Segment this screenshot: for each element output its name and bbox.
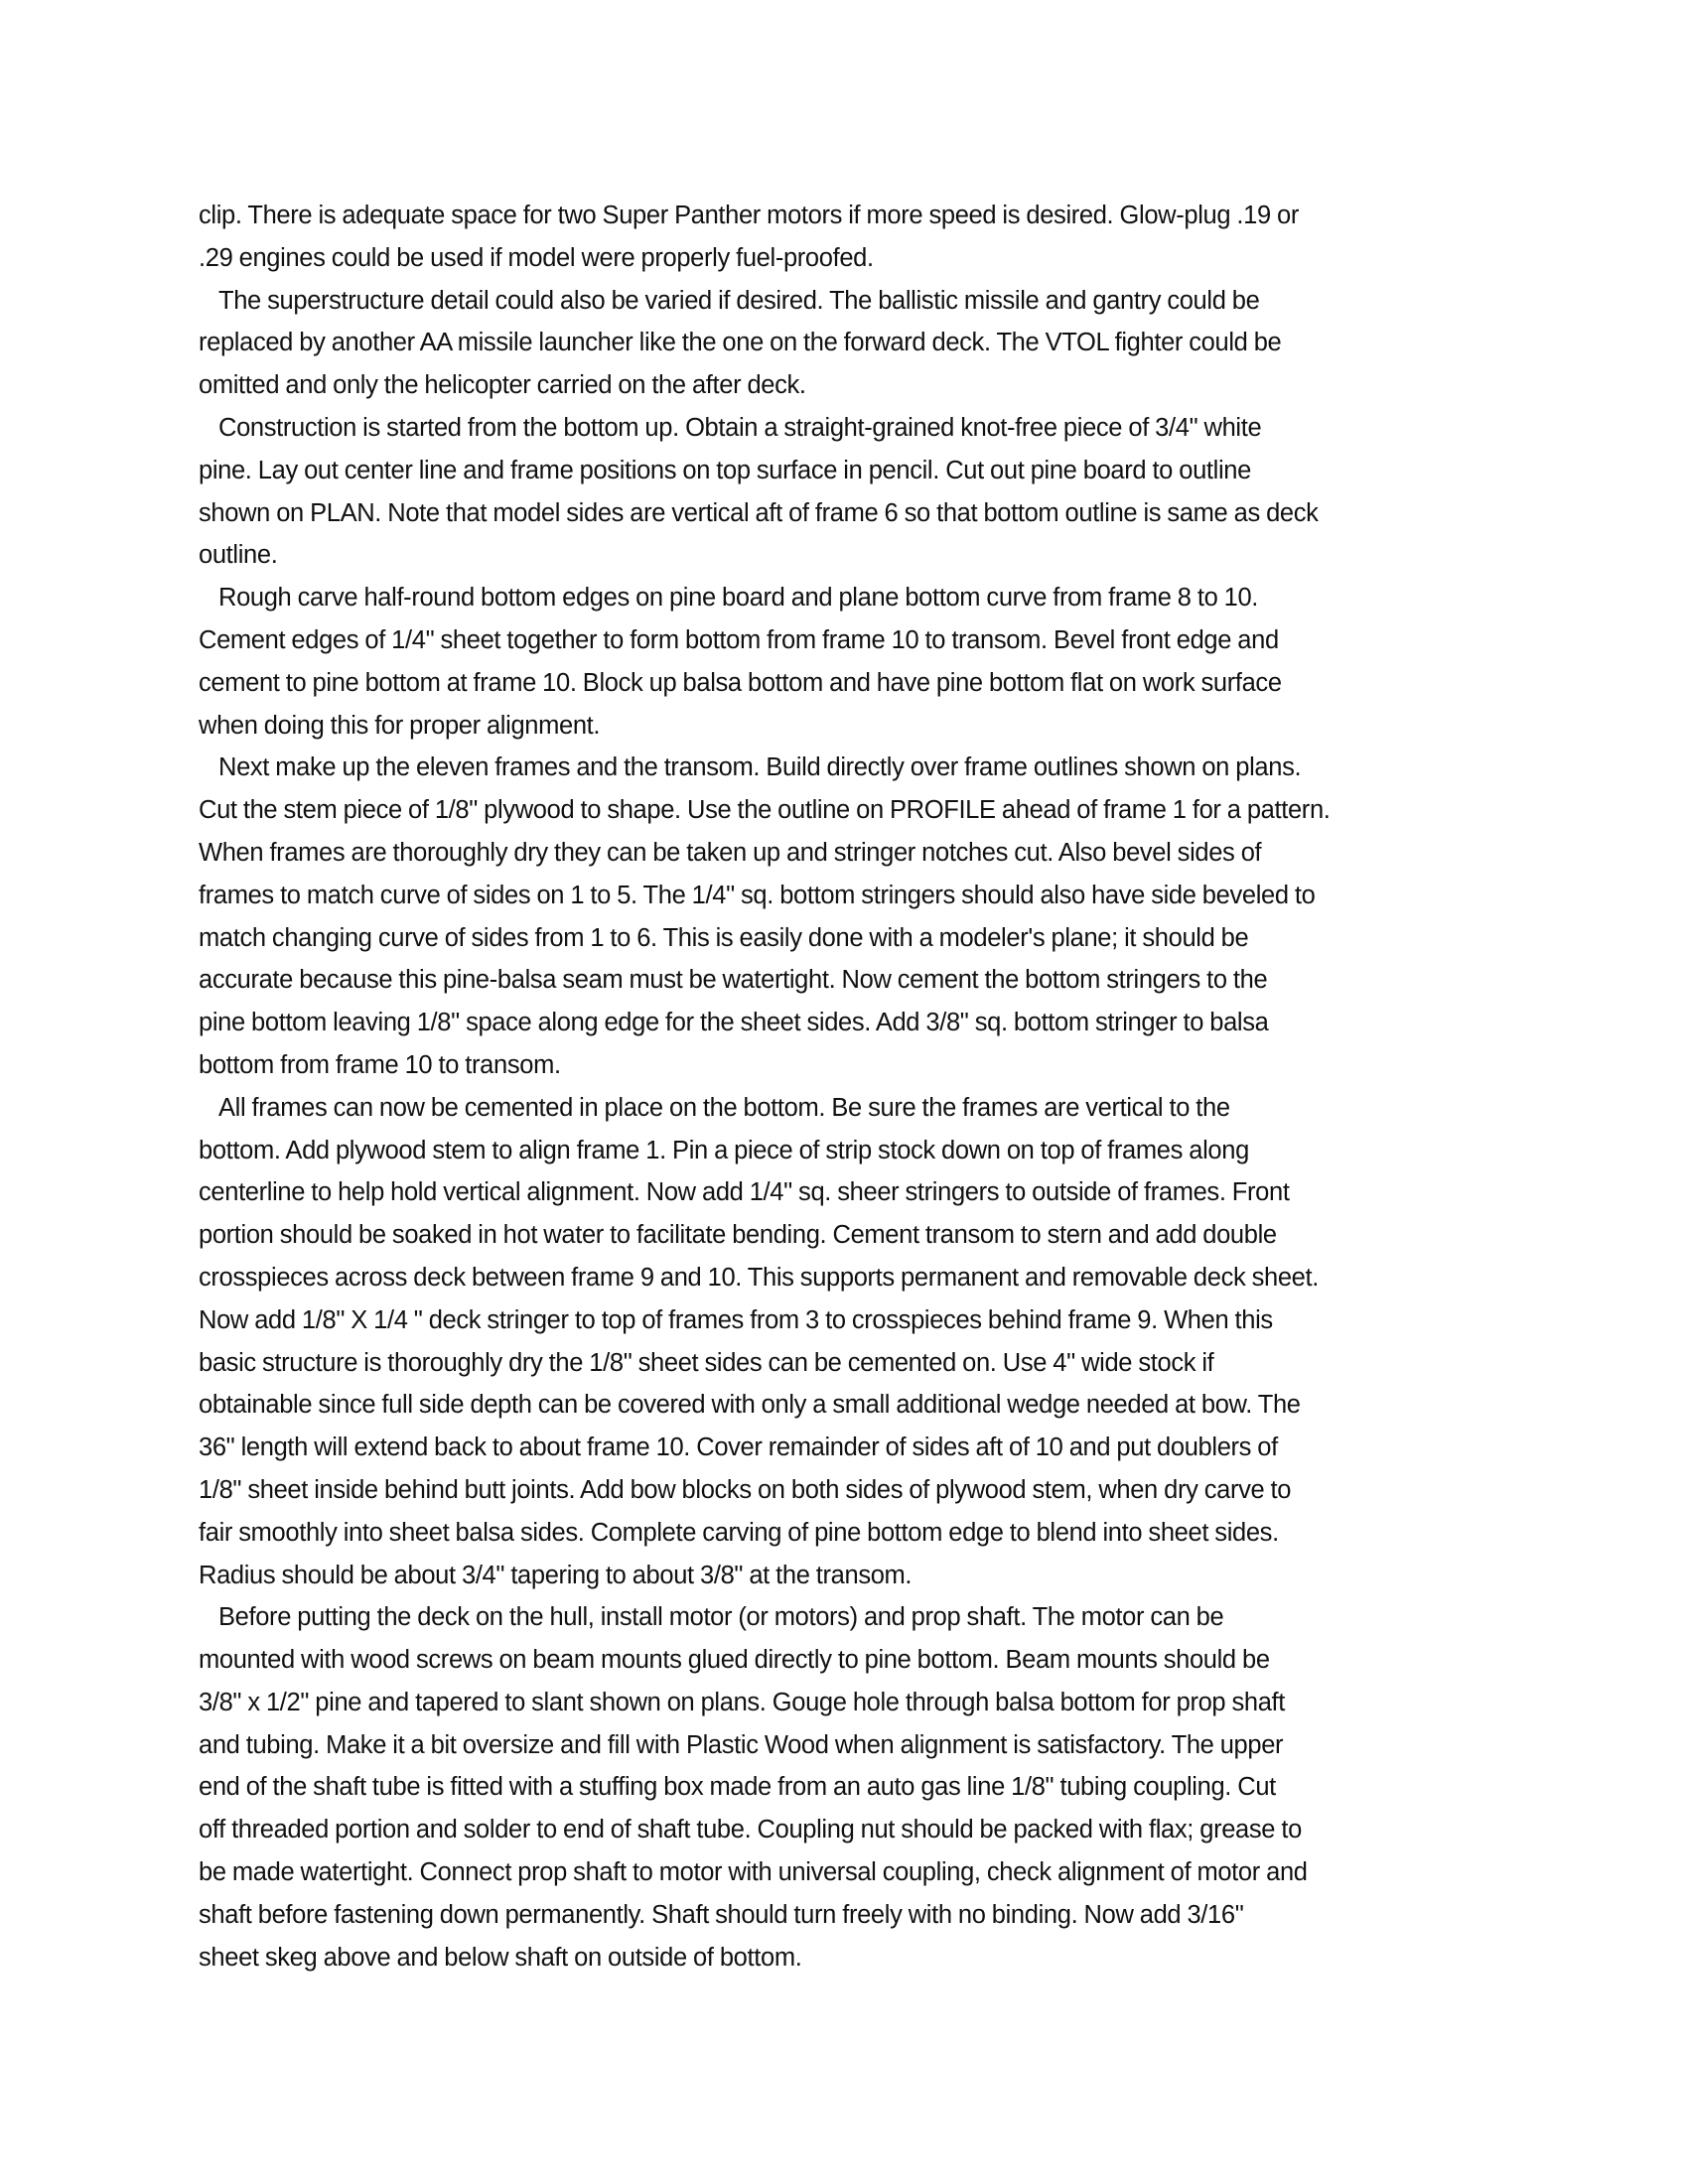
text-line: centerline to help hold vertical alignment. Now add 1/4" sq. sheer stringers to outside of frames. Front (199, 1178, 1290, 1207)
text-line: Rough carve half-round bottom edges on pine board and plane bottom curve from frame 8 to 10. (218, 584, 1259, 613)
text-line: accurate because this pine-balsa seam must be watertight. Now cement the bottom stringers to the (199, 966, 1268, 995)
text-line: end of the shaft tube is fitted with a stuffing box made from an auto gas line 1/8" tubing coupling. Cut (199, 1773, 1276, 1802)
text-line: when doing this for proper alignment. (199, 711, 601, 740)
paragraph-construction-start (199, 407, 1499, 577)
text-line: The superstructure detail could also be varied if desired. The ballistic missile and gantry could be (218, 286, 1260, 315)
text-line: obtainable since full side depth can be covered with only a small additional wedge needed at bow. The (199, 1391, 1301, 1420)
paragraph-frames (199, 747, 1499, 1086)
text-line: clip. There is adequate space for two Super Panther motors if more speed is desired. Glow-plug .19 or (199, 202, 1300, 229)
text-line: Radius should be about 3/4" tapering to about 3/8" at the transom. (199, 1561, 913, 1589)
text-line: off threaded portion and solder to end of shaft tube. Coupling nut should be packed with flax; grease to (199, 1816, 1302, 1844)
text-line: omitted and only the helicopter carried on the after deck. (199, 371, 806, 400)
paragraph-cementing-frames (199, 1087, 1499, 1597)
text-line: replaced by another AA missile launcher like the one on the forward deck. The VTOL fighter could be (199, 329, 1282, 357)
text-line: pine bottom leaving 1/8" space along edge for the sheet sides. Add 3/8" sq. bottom stringer to balsa (199, 1009, 1269, 1037)
text-line: Construction is started from the bottom up. Obtain a straight-grained knot-free piece of 3/4" white (218, 413, 1262, 442)
text-line: cement to pine bottom at frame 10. Block up balsa bottom and have pine bottom flat on work surface (199, 668, 1282, 697)
paragraph-superstructure (199, 280, 1499, 407)
text-line: Before putting the deck on the hull, install motor (or motors) and prop shaft. The motor can be (218, 1603, 1224, 1632)
text-line: crosspieces across deck between frame 9 and 10. This supports permanent and removable deck sheet. (199, 1263, 1319, 1292)
text-line: Next make up the eleven frames and the transom. Build directly over frame outlines shown on plans. (218, 753, 1302, 782)
text-line: 36" length will extend back to about frame 10. Cover remainder of sides aft of 10 and put doublers of (199, 1433, 1278, 1462)
text-line: pine. Lay out center line and frame positions on top surface in pencil. Cut out pine board to outline (199, 456, 1251, 484)
text-line: All frames can now be cemented in place on the bottom. Be sure the frames are vertical to the (218, 1093, 1230, 1122)
text-line: shaft before fastening down permanently. Shaft should turn freely with no binding. Now add 3/16" (199, 1900, 1244, 1929)
text-line: bottom from frame 10 to transom. (199, 1050, 561, 1079)
text-line: portion should be soaked in hot water to facilitate bending. Cement transom to stern and add double (199, 1221, 1277, 1250)
paragraph-rough-carve (199, 577, 1499, 747)
text-line: shown on PLAN. Note that model sides are vertical aft of frame 6 so that bottom outline is same as deck (199, 498, 1319, 527)
document-page (199, 195, 1499, 1979)
text-line: match changing curve of sides from 1 to 6. This is easily done with a modeler's plane; it should be (199, 923, 1249, 952)
text-line: .29 engines could be used if model were properly fuel-proofed. (199, 243, 874, 272)
text-line: 3/8" x 1/2" pine and tapered to slant shown on plans. Gouge hole through balsa bottom for prop shaft (199, 1688, 1286, 1716)
text-line: basic structure is thoroughly dry the 1/8" sheet sides can be cemented on. Use 4" wide stock if (199, 1348, 1214, 1377)
text-line: outline. (199, 541, 278, 570)
paragraph-motor-install (199, 1596, 1499, 1979)
text-line: Cut the stem piece of 1/8" plywood to shape. Use the outline on PROFILE ahead of frame 1 for a pattern. (199, 796, 1331, 825)
text-line: 1/8" sheet inside behind butt joints. Add bow blocks on both sides of plywood stem, when dry carve to (199, 1475, 1292, 1504)
text-line: be made watertight. Connect prop shaft to motor with universal coupling, check alignment of motor and (199, 1858, 1308, 1887)
text-line: Cement edges of 1/4" sheet together to form bottom from frame 10 to transom. Bevel front edge and (199, 625, 1279, 654)
text-line: Now add 1/8" X 1/4 " deck stringer to top of frames from 3 to crosspieces behind frame 9. When this (199, 1305, 1273, 1334)
text-line: When frames are thoroughly dry they can be taken up and stringer notches cut. Also bevel sides of (199, 838, 1262, 867)
text-line: and tubing. Make it a bit oversize and fill with Plastic Wood when alignment is satisfactory. The upper (199, 1730, 1284, 1759)
paragraph-motor-options (199, 195, 1499, 280)
text-line: bottom. Add plywood stem to align frame 1. Pin a piece of strip stock down on top of frames along (199, 1136, 1249, 1164)
text-line: fair smoothly into sheet balsa sides. Complete carving of pine bottom edge to blend into sheet sides. (199, 1518, 1279, 1547)
text-line: mounted with wood screws on beam mounts glued directly to pine bottom. Beam mounts should be (199, 1646, 1270, 1675)
text-line: sheet skeg above and below shaft on outside of bottom. (199, 1943, 802, 1972)
text-line: frames to match curve of sides on 1 to 5. The 1/4" sq. bottom stringers should also have side beveled to (199, 881, 1316, 909)
